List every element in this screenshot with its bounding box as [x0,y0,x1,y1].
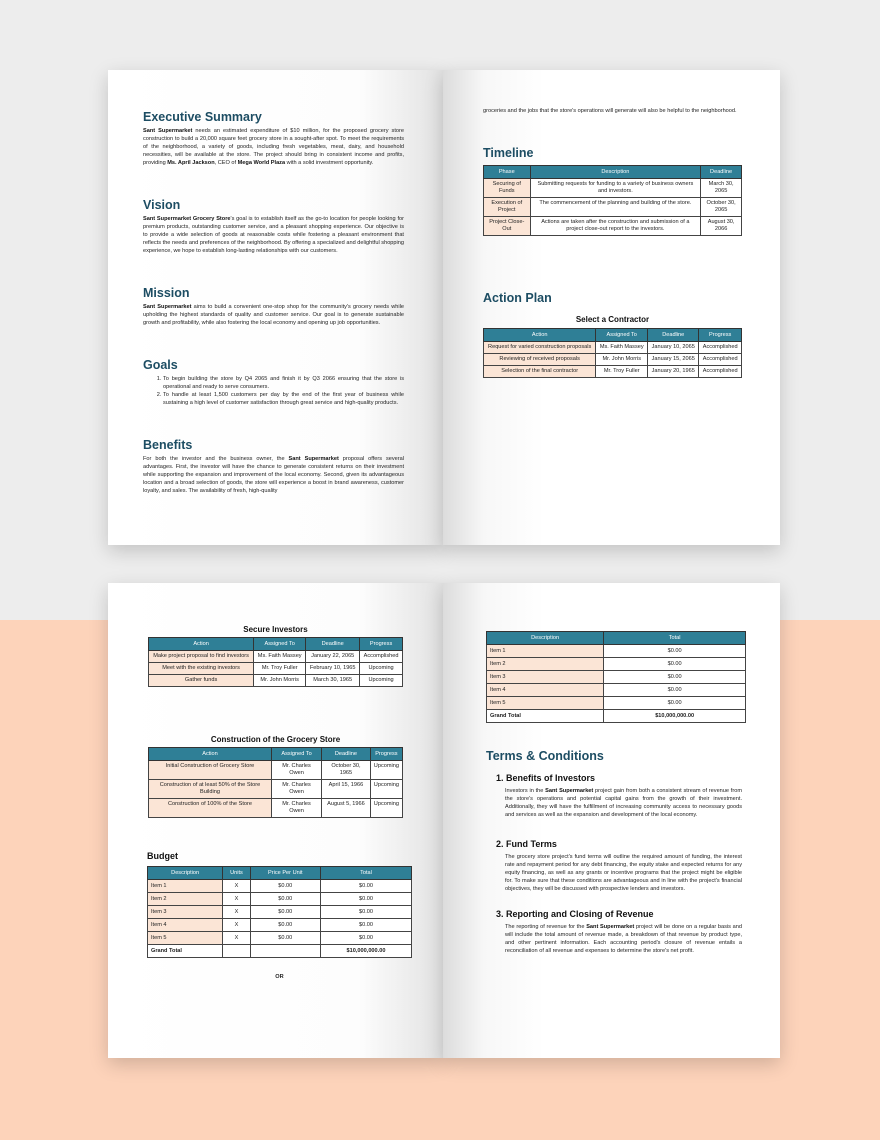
table-row [148,932,412,945]
or-label: OR [275,974,284,980]
column-header: Total [604,632,746,645]
table-cell: Accomplished [699,366,742,378]
table-cell: $0.00 [320,906,411,919]
table-cell: $0.00 [604,671,746,684]
construction-table [148,747,403,818]
table-cell: X [223,893,250,906]
paragraph: Investors in the Sant Supermarket project gain from both a consistent stream of revenue from the store's operations and potential capital gains from the growth of their investment. Additionally, they will have the fulfillment of increasing community access to necessary goods and services as well as the expansion and development of the local economy. [505,788,742,818]
column-header: Action [149,638,254,651]
table-cell: Upcoming [370,799,402,818]
table-cell: Submitting requests for funding to a variety of business owners and investors. [530,179,701,198]
table-row [149,663,403,675]
table-row [148,880,412,893]
table-row [484,217,742,236]
table-cell: Item 4 [148,919,223,932]
column-header: Progress [699,329,742,342]
paragraph: The grocery store project's fund terms will outline the required amount of funding, the interest rate and repayment period for any debt financing, the equity stake and expected returns for any equity financing, as well as any grants or incentive programs that the project might be eligible for. To make sure that these conditions are advantageous and in line with the project's financial objectives, they will be discussed with prospective lenders and investors. [505,854,742,892]
section-title: Mission [143,286,190,300]
list-item: 2. To handle at least 1,500 customers per day by the end of the first year of business while sustaining a high level of customer satisfaction through great service and high-quality products. [163,391,404,407]
table-cell: March 30, 1965 [306,675,360,687]
column-header: Deadline [701,166,742,179]
paragraph: Sant Supermarket aims to build a convenient one-stop shop for the community's grocery needs while upholding the highest standards of quality and customer service. Our goal is to generate sustainable growth and profitability, while also fostering the local economy and opening up job opportunities. [143,304,404,326]
table-row [148,893,412,906]
table-row [484,354,742,366]
table-row [487,658,746,671]
section-title: Terms & Conditions [486,749,604,763]
table-cell: Construction of at least 50% of the Store Building [149,780,272,799]
table-cell: $10,000,000.00 [604,710,746,723]
section-title: Timeline [483,146,534,160]
table-cell: January 22, 2065 [306,651,360,663]
vision-section [143,198,404,255]
timeline-table [483,165,742,236]
table-cell [250,945,320,958]
paragraph: Sant Supermarket Grocery Store's goal is to establish itself as the go-to location for people looking for premium products, outstanding customer service, and a pleasant shopping experience. Our objective is to provide a wide selection of goods at reasonable costs while fostering a pleasant environment that reflects the needs and preferences of the neighborhood. By offering a specialized and delightful shopping experience, we hope to establish long-lasting relationships with our customers. [143,216,404,254]
table-cell: Item 2 [487,658,604,671]
column-header: Deadline [322,748,371,761]
goals-section [143,358,404,407]
column-header: Description [530,166,701,179]
table-cell: Reviewing of received proposals [484,354,596,366]
table-cell: $0.00 [604,658,746,671]
table-cell: X [223,880,250,893]
table-cell: Securing of Funds [484,179,531,198]
section-title: Benefits [143,438,193,452]
table-cell: Execution of Project [484,198,531,217]
column-header: Description [148,867,223,880]
table-cell: Item 1 [148,880,223,893]
subsection-title: 1. Benefits of Investors [496,773,596,783]
table-cell [223,945,250,958]
subsection-title: 3. Reporting and Closing of Revenue [496,909,654,919]
table-cell: $0.00 [604,645,746,658]
table-row [148,945,412,958]
table-cell: Request for varied construction proposals [484,342,596,354]
table-cell: $10,000,000.00 [320,945,411,958]
paragraph: For both the investor and the business owner, the Sant Supermarket proposal offers several advantages. First, the investor will have the chance to generate consistent returns on their investment while supporting the expansion and improvement of the local economy. Second, given its advantageous location and a broad selection of goods, the store will experience a boost in brand awareness, customer loyalty, and sales. The availability of fresh, high-quality [143,456,405,494]
table-cell: October 30, 1965 [322,761,371,780]
table-cell: Accomplished [699,354,742,366]
table-title: Select a Contractor [575,315,650,324]
budget-summary-table [486,631,746,723]
table-cell: Upcoming [370,780,402,799]
table-row [487,671,746,684]
table-row [484,179,742,198]
table-cell: January 20, 1965 [648,366,699,378]
column-header: Progress [360,638,403,651]
table-row [484,366,742,378]
table-cell: March 30, 2065 [701,179,742,198]
table-cell: $0.00 [250,893,320,906]
section-title: Action Plan [483,291,552,305]
table-cell: Ms. Faith Massey [596,342,648,354]
table-cell: $0.00 [250,906,320,919]
table-cell: Upcoming [370,761,402,780]
section-title: Goals [143,358,178,372]
table-cell: X [223,906,250,919]
table-row [149,780,403,799]
table-row [149,675,403,687]
page-4 [443,583,780,1058]
table-title: Construction of the Grocery Store [210,735,341,744]
column-header: Price Per Unit [250,867,320,880]
table-cell: Gather funds [149,675,254,687]
column-header: Assigned To [596,329,648,342]
table-row [149,799,403,818]
table-cell: Upcoming [360,675,403,687]
table-cell: Mr. Charles Owen [271,799,321,818]
paragraph: Sant Supermarket needs an estimated expenditure of $10 million, for the proposed grocery store construction to build a 20,000 square feet grocery store in a sought-after spot. To meet the requirements of the neighborhood, a variety of goods, including fresh vegetables, meat, dairy, and household necessities, will be available at the store. The project should bring in consistent income and profits, providing Ms. April Jackson, CEO of Mega World Plaza with a solid investment opportunity. [143,128,404,166]
contractor-table [483,328,742,378]
table-cell: Accomplished [699,342,742,354]
table-row [149,761,403,780]
investors-table [148,637,403,687]
page-1 [108,70,443,545]
table-cell: Make project proposal to find investors [149,651,254,663]
page-3 [108,583,443,1058]
column-header: Action [484,329,596,342]
table-cell: X [223,932,250,945]
column-header: Description [487,632,604,645]
terms-section [486,749,742,955]
table-cell: Item 5 [148,932,223,945]
table-cell: Mr. Charles Owen [271,761,321,780]
paragraph: The reporting of revenue for the Sant Supermarket project will be done on a regular basis and will include the total amount of revenue made, a breakdown of that revenue by product type, and other pertinent information. Each accounting period's closure of revenue entails a reconciliation of all revenue and expenses to determine the store's net profit. [505,924,743,954]
table-cell: Item 2 [148,893,223,906]
table-cell: January 10, 2065 [648,342,699,354]
budget-table [147,866,412,958]
timeline-section [483,146,742,236]
table-cell: $0.00 [320,880,411,893]
table-cell: October 30, 2065 [701,198,742,217]
table-cell: X [223,919,250,932]
column-header: Deadline [648,329,699,342]
table-cell: Item 3 [487,671,604,684]
benefits-section [143,438,404,495]
table-cell: Item 3 [148,906,223,919]
table-cell: Mr. John Morris [596,354,648,366]
table-cell: $0.00 [250,932,320,945]
table-cell: $0.00 [250,919,320,932]
table-row [148,906,412,919]
table-cell: April 15, 1966 [322,780,371,799]
column-header: Deadline [306,638,360,651]
table-cell: February 10, 1965 [306,663,360,675]
column-header: Total [320,867,411,880]
table-cell: Mr. Troy Fuller [254,663,306,675]
table-title: Secure Investors [243,625,308,634]
table-row [484,198,742,217]
table-cell: The commencement of the planning and building of the store. [530,198,701,217]
table-cell: Project Close-Out [484,217,531,236]
table-cell: $0.00 [604,684,746,697]
column-header: Assigned To [271,748,321,761]
table-cell: Meet with the existing investors [149,663,254,675]
table-cell: Ms. Faith Massey [254,651,306,663]
table-cell: $0.00 [604,697,746,710]
table-row [484,342,742,354]
column-header: Assigned To [254,638,306,651]
mission-section [143,286,404,327]
table-cell: Mr. John Morris [254,675,306,687]
table-row [487,684,746,697]
paragraph: groceries and the jobs that the store's operations will generate will also be helpful to the neighborhood. [483,108,737,114]
table-row [487,710,746,723]
table-row [149,651,403,663]
table-cell: $0.00 [320,932,411,945]
table-row [487,697,746,710]
table-cell: Mr. Charles Owen [271,780,321,799]
table-cell: January 15, 2065 [648,354,699,366]
table-cell: $0.00 [320,919,411,932]
section-title: Budget [147,851,178,861]
goals-list [143,375,404,407]
table-row [148,919,412,932]
table-cell: Selection of the final contractor [484,366,596,378]
table-cell: Item 4 [487,684,604,697]
section-title: Executive Summary [143,110,262,124]
budget-section [147,851,412,980]
table-cell: Construction of 100% of the Store [149,799,272,818]
table-cell: $0.00 [320,893,411,906]
column-header: Progress [370,748,402,761]
table-cell: Grand Total [148,945,223,958]
column-header: Action [149,748,272,761]
table-cell: Grand Total [487,710,604,723]
list-item: 1. To begin building the store by Q4 2065 and finish it by Q3 2066 ensuring that the store is operational and ready to serve consumers. [163,375,404,391]
table-row [487,645,746,658]
table-cell: Mr. Troy Fuller [596,366,648,378]
table-cell: Accomplished [360,651,403,663]
table-cell: Item 5 [487,697,604,710]
table-cell: Actions are taken after the construction and submission of a project close-out report to the investors. [530,217,701,236]
table-cell: Initial Construction of Grocery Store [149,761,272,780]
executive-summary-section [143,110,404,167]
table-cell: August 5, 1966 [322,799,371,818]
table-cell: Item 1 [487,645,604,658]
subsection-title: 2. Fund Terms [496,839,557,849]
action-plan-section [483,291,742,378]
page-2 [443,70,780,545]
column-header: Units [223,867,250,880]
table-cell: August 30, 2066 [701,217,742,236]
table-cell: Upcoming [360,663,403,675]
table-cell: $0.00 [250,880,320,893]
section-title: Vision [143,198,181,212]
column-header: Phase [484,166,531,179]
